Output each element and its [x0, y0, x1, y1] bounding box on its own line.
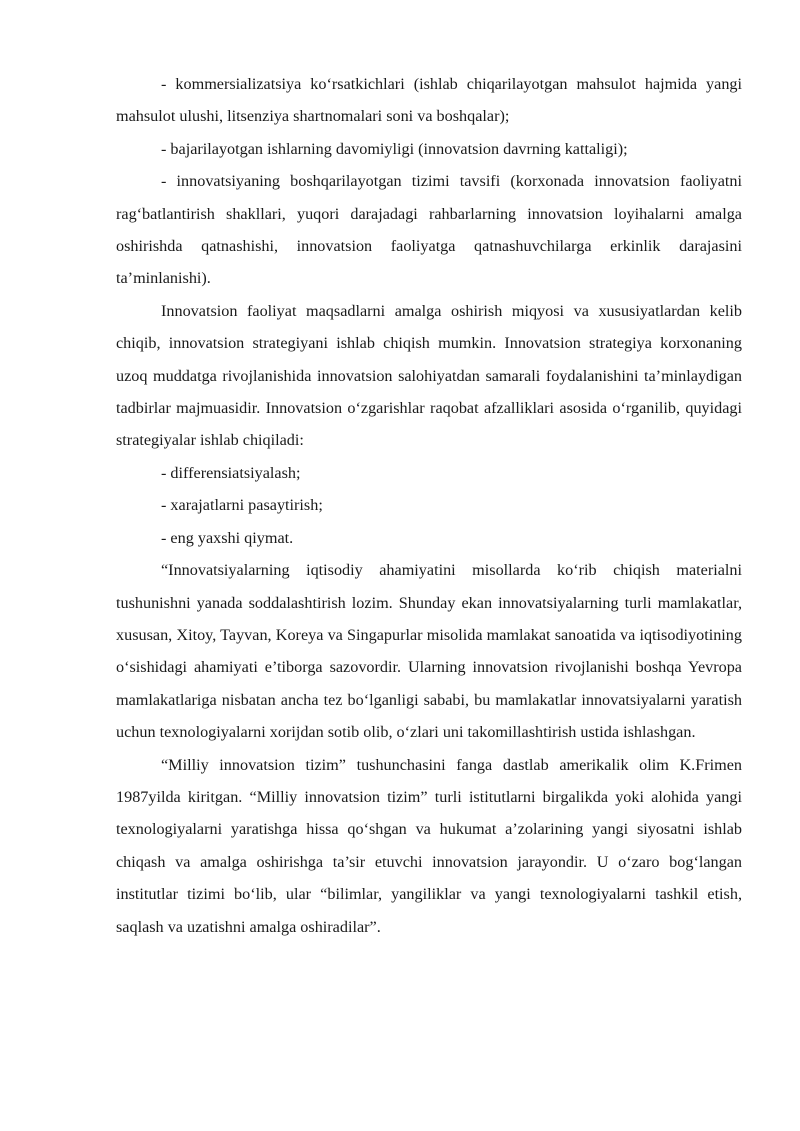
list-item: - differensiatsiyalash;	[161, 463, 301, 482]
list-item: - eng yaxshi qiymat.	[161, 528, 294, 547]
document-page	[116, 68, 742, 943]
list-item: - xarajatlarni pasaytirish;	[161, 496, 323, 515]
paragraph-innovation-strategy: Innovatsion faoliyat maqsadlarni amalga oshirish miqyosi va xususiyatlardan kelib chiqib, innovatsion strategiyani ishlab chiqish mumkin. Innovatsion strategiya korxonaning uzoq muddatga rivojlanishida innovatsion salohiyatdan samarali foydalanishini ta’minlaydigan tadbirlar majmuasidir. Innovatsion o‘zgarishlar raqobat afzalliklari asosida o‘rganilib, quyidagi strategiyalar ishlab chiqiladi:	[116, 301, 742, 450]
list-item: - bajarilayotgan ishlarning davomiyligi (innovatsion davrning kattaligi);	[161, 139, 628, 158]
paragraph-national-innovation-system: “Milliy innovatsion tizim” tushunchasini fanga dastlab amerikalik olim K.Frimen 1987yilda kiritgan. “Milliy innovatsion tizim” turli istitutlarni birgalikda yoki alohida yangi texnologiyalarni yaratishga hissa qo‘shgan va hukumat a’zolarining yangi siyosatni ishlab chiqash va amalga oshirishga ta’sir etuvchi innovatsion jarayondir. U o‘zaro bog‘langan institutlar tizimi bo‘lib, ular “bilimlar, yangiliklar va yangi texnologiyalarni tashkil etish, saqlash va uzatishni amalga oshiradilar”.	[116, 755, 742, 936]
list-item: - innovatsiyaning boshqarilayotgan tizimi tavsifi (korxonada innovatsion faoliyatni rag‘batlantirish shakllari, yuqori darajadagi rahbarlarning innovatsion loyihalarni amalga oshirishda qatnashishi, innovatsion faoliyatga qatnashuvchilarga erkinlik darajasini ta’minlanishi).	[116, 172, 742, 288]
list-item: - kommersializatsiya ko‘rsatkichlari (ishlab chiqarilayotgan mahsulot hajmida yangi mahsulot ulushi, litsenziya shartnomalari soni va boshqalar);	[116, 75, 742, 126]
paragraph-economic-significance: “Innovatsiyalarning iqtisodiy ahamiyatini misollarda ko‘rib chiqish materialni tushunishni yanada soddalashtirish lozim. Shunday ekan innovatsiyalarning turli mamlakatlar, xususan, Xitoy, Tayvan, Koreya va Singapurlar misolida mamlakat sanoatida va iqtisodiyotining o‘sishidagi ahamiyati e’tiborga sazovordir. Ularning innovatsion rivojlanishi boshqa Yevropa mamlakatlariga nisbatan ancha tez bo‘lganligi sababi, bu mamlakatlar innovatsiyalarni yaratish uchun texnologiyalarni xorijdan sotib olib, o‘zlari uni takomillashtirish ustida ishlashgan.	[116, 561, 742, 742]
